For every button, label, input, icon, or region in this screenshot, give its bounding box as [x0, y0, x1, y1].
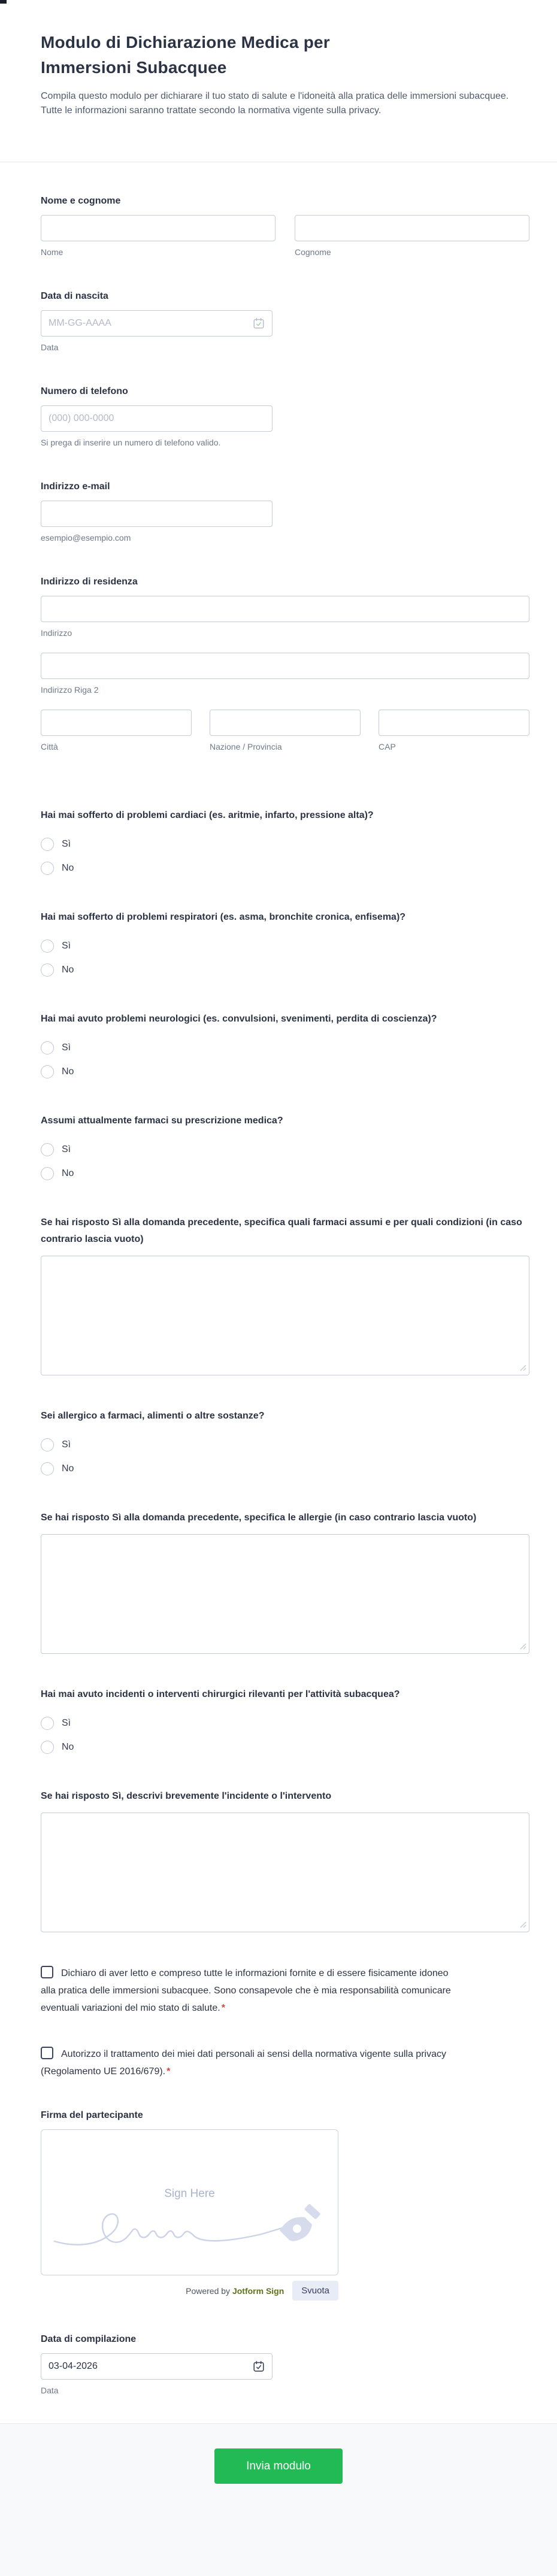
- required-asterisk: *: [167, 2066, 171, 2077]
- phone-sublabel: Si prega di inserire un numero di telefono valido.: [41, 438, 221, 447]
- required-asterisk: *: [221, 2003, 225, 2013]
- radio-icon[interactable]: [41, 1438, 54, 1451]
- checkbox-icon[interactable]: [41, 1966, 53, 1978]
- question-label: Sei allergico a farmaci, alimenti o altre sostanze?: [41, 1411, 265, 1421]
- fitness-declaration-field: [41, 1965, 460, 2017]
- radio-option-no[interactable]: No: [41, 1165, 529, 1182]
- fitness-declaration-label: Dichiaro di aver letto e compreso tutte le informazioni fornite e di essere fisicamente idoneo alla pratica delle immersioni subacquee. Sono consapevole che è mia responsabilità comunicare eventuali variazioni del mio stato di salute.: [41, 1968, 451, 2013]
- completion-date-sublabel: Data: [41, 2386, 59, 2395]
- question-label: Hai mai avuto problemi neurologici (es. convulsioni, svenimenti, perdita di coscienza)?: [41, 1014, 437, 1024]
- email-input[interactable]: [41, 501, 273, 527]
- medication-details-field: [41, 1214, 529, 1375]
- signature-squiggle: [55, 2214, 286, 2244]
- radio-icon[interactable]: [41, 838, 54, 851]
- signature-pad[interactable]: [41, 2129, 338, 2275]
- radio-icon[interactable]: [41, 963, 54, 977]
- question-label: Hai mai sofferto di problemi respiratori (es. asma, bronchite cronica, enfisema)?: [41, 912, 406, 922]
- textarea-label: Se hai risposto Sì alla domanda precedente, specifica le allergie (in caso contrario lascia vuoto): [41, 1513, 477, 1523]
- radio-icon[interactable]: [41, 1065, 54, 1078]
- clear-signature-button[interactable]: Svuota: [292, 2281, 338, 2301]
- checkbox-icon[interactable]: [41, 2047, 53, 2059]
- radio-icon[interactable]: [41, 862, 54, 875]
- allergies-question: [41, 1408, 529, 1477]
- diving-incidents-question: [41, 1686, 529, 1756]
- screen-artifact: [0, 0, 7, 4]
- signature-squiggle-and-pen: [51, 2204, 326, 2252]
- birth-date-field: [41, 290, 529, 353]
- radio-option-no[interactable]: No: [41, 1739, 529, 1756]
- radio-option-no[interactable]: No: [41, 962, 529, 978]
- textarea-label: Se hai risposto Sì alla domanda precedente, specifica quali farmaci assumi e per quali condizioni (in caso contrario lascia vuoto): [41, 1217, 522, 1244]
- allergy-details-field: [41, 1510, 529, 1654]
- phone-input[interactable]: [41, 405, 273, 432]
- signature-field: [41, 2109, 529, 2301]
- incident-details-textarea[interactable]: [41, 1813, 529, 1932]
- question-label: Assumi attualmente farmaci su prescrizione medica?: [41, 1116, 283, 1126]
- privacy-consent-row[interactable]: [41, 2045, 460, 2080]
- medication-question: [41, 1113, 529, 1182]
- street-address-line2-sublabel: Indirizzo Riga 2: [41, 685, 99, 695]
- last-name-sublabel: Cognome: [295, 247, 331, 257]
- radio-icon[interactable]: [41, 1741, 54, 1754]
- radio-option-yes[interactable]: Sì: [41, 938, 529, 954]
- jotform-sign-brand: Jotform Sign: [232, 2286, 284, 2296]
- radio-option-yes[interactable]: Sì: [41, 1437, 529, 1453]
- radio-icon[interactable]: [41, 940, 54, 953]
- city-input[interactable]: [41, 710, 192, 736]
- radio-option-yes[interactable]: Sì: [41, 1141, 529, 1158]
- question-label: Hai mai sofferto di problemi cardiaci (es. aritmie, infarto, pressione alta)?: [41, 810, 374, 820]
- first-name-sublabel: Nome: [41, 247, 63, 257]
- respiratory-problems-question: [41, 909, 529, 978]
- radio-option-no[interactable]: No: [41, 1460, 529, 1477]
- radio-icon[interactable]: [41, 1462, 54, 1475]
- state-sublabel: Nazione / Provincia: [210, 742, 282, 751]
- street-address-sublabel: Indirizzo: [41, 628, 72, 638]
- signature-label: Firma del partecipante: [41, 2110, 143, 2120]
- pen-nib-icon: [280, 2204, 321, 2241]
- full-name-field: [41, 195, 529, 257]
- address-label: Indirizzo di residenza: [41, 577, 138, 587]
- allergy-details-textarea[interactable]: [41, 1534, 529, 1654]
- street-address-input[interactable]: [41, 596, 529, 622]
- full-name-label: Nome e cognome: [41, 196, 121, 206]
- incident-details-field: [41, 1788, 529, 1932]
- textarea-label: Se hai risposto Sì, descrivi brevemente l'incidente o l'intervento: [41, 1791, 332, 1801]
- last-name-input[interactable]: [295, 215, 529, 241]
- postal-code-sublabel: CAP: [379, 742, 396, 751]
- page-title: Modulo di Dichiarazione Medica per Immersioni Subacquee: [41, 33, 330, 77]
- radio-option-yes[interactable]: Sì: [41, 1715, 529, 1732]
- radio-option-yes[interactable]: Sì: [41, 1040, 529, 1056]
- city-sublabel: Città: [41, 742, 58, 751]
- email-sublabel: esempio@esempio.com: [41, 533, 131, 543]
- phone-label: Numero di telefono: [41, 386, 128, 396]
- privacy-consent-field: [41, 2045, 460, 2080]
- page-subtitle: Compila questo modulo per dichiarare il tuo stato di salute e l'idoneità alla pratica delle immersioni subacquee. Tutte le informazioni saranno trattate secondo la normativa vigente sulla privacy.: [41, 91, 509, 116]
- fitness-declaration-row[interactable]: [41, 1965, 460, 2017]
- email-field: [41, 480, 529, 543]
- radio-icon[interactable]: [41, 1143, 54, 1156]
- street-address-line2-input[interactable]: [41, 653, 529, 679]
- privacy-consent-label: Autorizzo il trattamento dei miei dati personali ai sensi della normativa vigente sulla privacy (Regolamento UE 2016/679).: [41, 2049, 446, 2077]
- birth-date-label: Data di nascita: [41, 291, 108, 301]
- completion-date-label: Data di compilazione: [41, 2334, 137, 2344]
- radio-option-no[interactable]: No: [41, 1063, 529, 1080]
- birth-date-input[interactable]: [41, 310, 273, 337]
- radio-option-yes[interactable]: Sì: [41, 836, 529, 853]
- birth-date-sublabel: Data: [41, 343, 59, 352]
- postal-code-input[interactable]: [379, 710, 529, 736]
- first-name-input[interactable]: [41, 215, 276, 241]
- powered-by-text: Powered by Jotform Sign: [186, 2286, 284, 2296]
- question-label: Hai mai avuto incidenti o interventi chirurgici rilevanti per l'attività subacquea?: [41, 1689, 400, 1699]
- radio-icon[interactable]: [41, 1041, 54, 1054]
- form-footer: [0, 2423, 557, 2576]
- radio-icon[interactable]: [41, 1167, 54, 1180]
- email-label: Indirizzo e-mail: [41, 481, 110, 492]
- sign-here-hint: Sign Here: [164, 2187, 215, 2200]
- form-header: [41, 0, 529, 117]
- medication-details-textarea[interactable]: [41, 1256, 529, 1375]
- address-field: [41, 575, 529, 752]
- state-input[interactable]: [210, 710, 361, 736]
- radio-icon[interactable]: [41, 1717, 54, 1730]
- neurological-problems-question: [41, 1011, 529, 1080]
- phone-field: [41, 385, 529, 448]
- radio-option-no[interactable]: No: [41, 860, 529, 877]
- completion-date-field: [41, 2333, 529, 2396]
- completion-date-input[interactable]: [41, 2353, 273, 2380]
- cardiac-problems-question: [41, 807, 529, 877]
- submit-button[interactable]: Invia modulo: [214, 2448, 343, 2484]
